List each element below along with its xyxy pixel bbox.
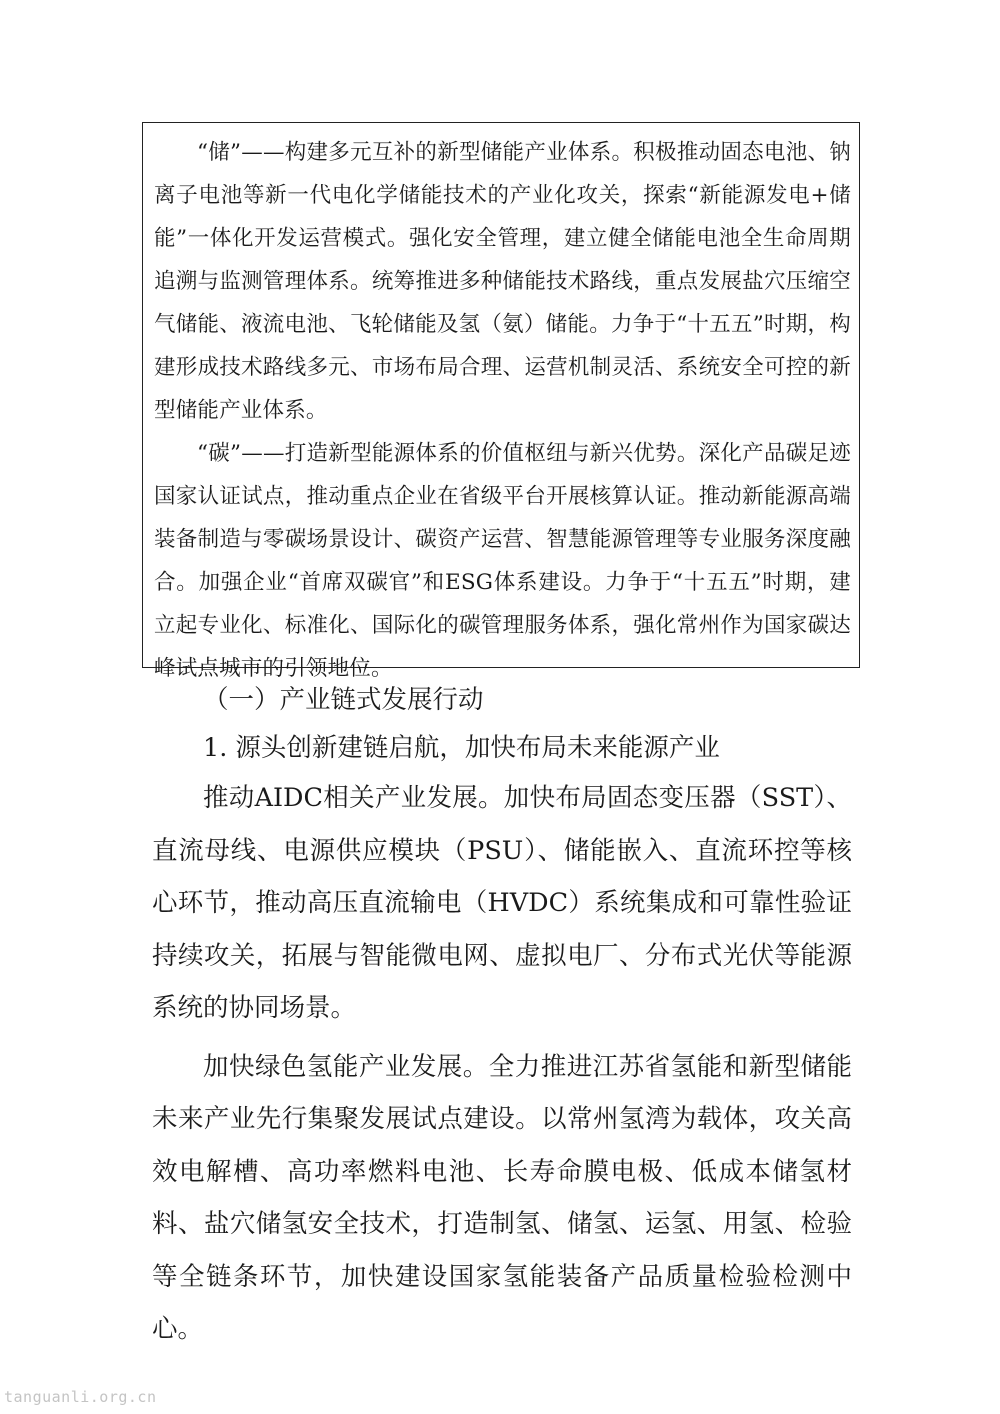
- boxed-text-panel: [142, 122, 860, 681]
- watermark: tanguanli.org.cn: [4, 1388, 157, 1406]
- paragraph-aidc: 推动AIDC相关产业发展。加快布局固态变压器（SST）、直流母线、电源供应模块（PSU）、储能嵌入、直流环控等核心环节，推动高压直流输电（HVDC）系统集成和可靠性验证持续攻关，拓展与智能微电网、虚拟电厂、分布式光伏等能源系统的协同场景。: [152, 783, 852, 1023]
- sub-heading: 1. 源头创新建链启航，加快布局未来能源产业: [203, 733, 720, 763]
- main-body: [152, 676, 852, 1356]
- section-heading: （一）产业链式发展行动: [203, 685, 484, 715]
- box-paragraph-carbon: “碳”——打造新型能源体系的价值枢纽与新兴优势。深化产品碳足迹国家认证试点，推动重点企业在省级平台开展核算认证。推动新能源高端装备制造与零碳场景设计、碳资产运营、智慧能源管理等专业服务深度融合。加强企业“首席双碳官”和ESG体系建设。力争于“十五五”时期，建立起专业化、标准化、国际化的碳管理服务体系，强化常州作为国家碳达峰试点城市的引领地位。: [154, 441, 851, 681]
- paragraph-hydrogen: 加快绿色氢能产业发展。全力推进江苏省氢能和新型储能未来产业先行集聚发展试点建设。以常州氢湾为载体，攻关高效电解槽、高功率燃料电池、长寿命膜电极、低成本储氢材料、盐穴储氢安全技术，打造制氢、储氢、运氢、用氢、检验等全链条环节，加快建设国家氢能装备产品质量检验检测中心。: [152, 1051, 852, 1344]
- box-paragraph-storage: “储”——构建多元互补的新型储能产业体系。积极推动固态电池、钠离子电池等新一代电化学储能技术的产业化攻关，探索“新能源发电+储能”一体化开发运营模式。强化安全管理，建立健全储能电池全生命周期追溯与监测管理体系。统筹推进多种储能技术路线，重点发展盐穴压缩空气储能、液流电池、飞轮储能及氢（氨）储能。力争于“十五五”时期，构建形成技术路线多元、市场布局合理、运营机制灵活、系统安全可控的新型储能产业体系。: [154, 140, 851, 423]
